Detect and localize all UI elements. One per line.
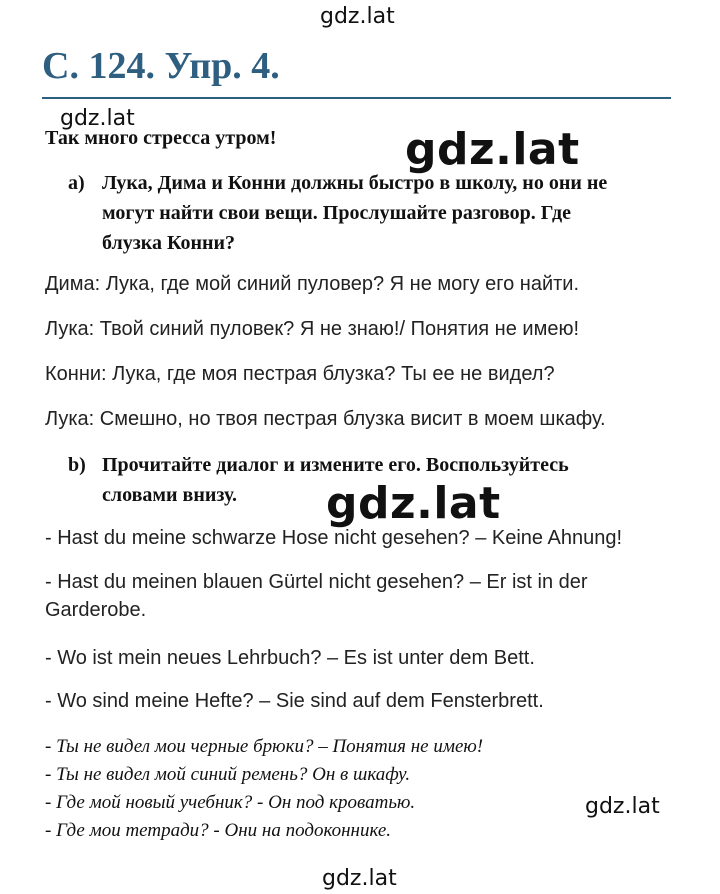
dialog-de-line-5: - Wo sind meine Hefte? – Sie sind auf dem Fensterbrett. <box>45 690 544 712</box>
watermark-left: gdz.lat <box>60 106 135 131</box>
watermark-big-middle: gdz.lat <box>326 478 501 529</box>
dialog-de-line-1: - Hast du meine schwarze Hose nicht gesehen? – Keine Ahnung! <box>45 527 623 549</box>
dialog-de-line-2: - Hast du meinen blauen Gürtel nicht gesehen? – Er ist in der <box>45 571 588 593</box>
task-b-line1: Прочитайте диалог и измените его. Воспользуйтесь <box>102 454 569 476</box>
translation-line-3: - Где мой новый учебник? - Он под кроватью. <box>45 792 416 813</box>
watermark-big-upper: gdz.lat <box>405 124 580 175</box>
watermark-bottom: gdz.lat <box>322 866 397 891</box>
task-a-line2: могут найти свои вещи. Прослушайте разговор. Где <box>102 202 571 224</box>
task-a-line1: Лука, Дима и Конни должны быстро в школу, но они не <box>102 172 608 194</box>
title-divider <box>42 97 671 99</box>
task-a <box>68 168 607 258</box>
page-title: С. 124. Упр. 4. <box>42 45 280 87</box>
dialog-de-line-3: Garderobe. <box>45 599 147 621</box>
exercise-subtitle: Так много стресса утром! <box>45 127 277 149</box>
dialog-ru-line-4: Лука: Смешно, но твоя пестрая блузка висит в моем шкафу. <box>45 408 606 430</box>
translation-line-4: - Где мои тетради? - Они на подоконнике. <box>45 820 392 841</box>
watermark-right: gdz.lat <box>585 794 660 819</box>
dialog-ru-line-1: Дима: Лука, где мой синий пуловер? Я не могу его найти. <box>45 273 580 295</box>
task-b <box>68 450 569 510</box>
dialog-ru-line-3: Конни: Лука, где моя пестрая блузка? Ты ее не видел? <box>45 363 555 385</box>
task-a-letter: a) <box>68 172 85 194</box>
task-b-line2: словами внизу. <box>102 484 238 506</box>
watermark-top: gdz.lat <box>320 4 395 29</box>
task-b-letter: b) <box>68 454 86 476</box>
dialog-ru-line-2: Лука: Твой синий пуловек? Я не знаю!/ Понятия не имею! <box>45 318 579 340</box>
dialog-de-line-4: - Wo ist mein neues Lehrbuch? – Es ist unter dem Bett. <box>45 647 535 669</box>
task-a-line3: блузка Конни? <box>102 232 236 254</box>
translation-line-2: - Ты не видел мой синий ремень? Он в шкафу. <box>45 764 411 785</box>
translation-line-1: - Ты не видел мои черные брюки? – Понятия не имею! <box>45 736 484 757</box>
